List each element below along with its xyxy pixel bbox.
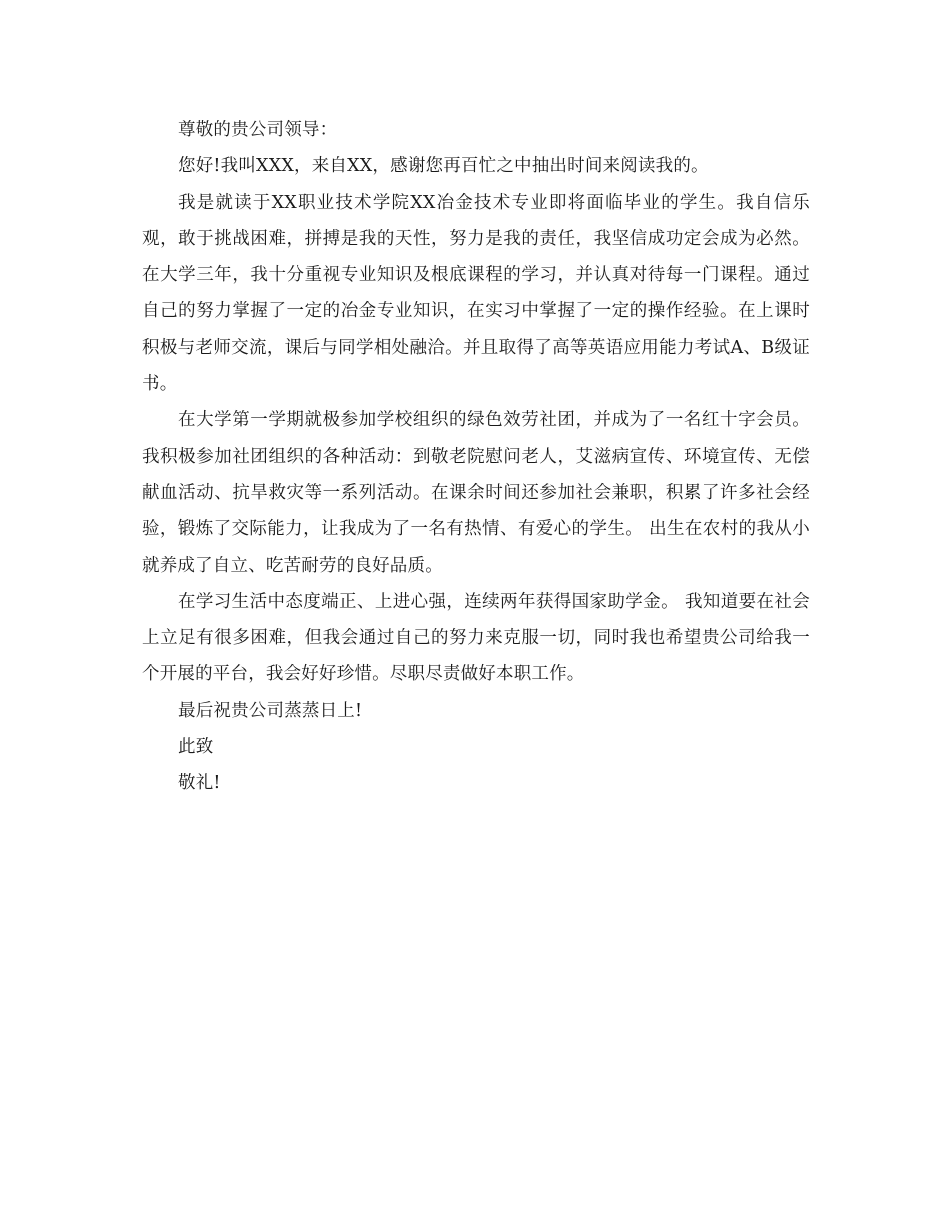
salutation: 尊敬的贵公司领导： <box>178 120 338 140</box>
greeting-paragraph: 您好!我叫XXX，来自XX，感谢您再百忙之中抽出时间来阅读我的。 <box>178 156 709 177</box>
letter-body <box>142 112 810 802</box>
closing-line-2: 敬礼! <box>178 773 221 794</box>
closing-wish: 最后祝贵公司蒸蒸日上! <box>178 700 363 721</box>
closing-line-1: 此致 <box>178 737 214 758</box>
paragraph-education: 我是就读于XX职业技术学院XX冶金技术专业即将面临毕业的学生。我自信乐观，敢于挑战困难，拼搏是我的天性，努力是我的责任，我坚信成功定会成为必然。 在大学三年，我十分重视专业知识及根底课程的学习，并认真对待每一门课程。通过自己的努力掌握了一定的冶金专业知识，在实习中掌握了一定的操作经验。在上课时积极与老师交流，课后与同学相处融洽。并且取得了高等英语应用能力考试A、B级证书。 <box>142 192 810 395</box>
paragraph-activities: 在大学第一学期就极参加学校组织的绿色效劳社团，并成为了一名红十字会员。我积极参加社团组织的各种活动：到敬老院慰问老人，艾滋病宣传、环境宣传、无偿献血活动、抗旱救灾等一系列活动。在课余时间还参加社会兼职，积累了许多社会经验，锻炼了交际能力，让我成为了一名有热情、有爱心的学生。 出生在农村的我从小就养成了自立、吃苦耐劳的良好品质。 <box>142 410 810 576</box>
paragraph-attitude: 在学习生活中态度端正、上进心强，连续两年获得国家助学金。 我知道要在社会上立足有很多困难，但我会通过自己的努力来克服一切，同时我也希望贵公司给我一个开展的平台，我会好好珍惜。尽职尽责做好本职工作。 <box>142 591 810 685</box>
